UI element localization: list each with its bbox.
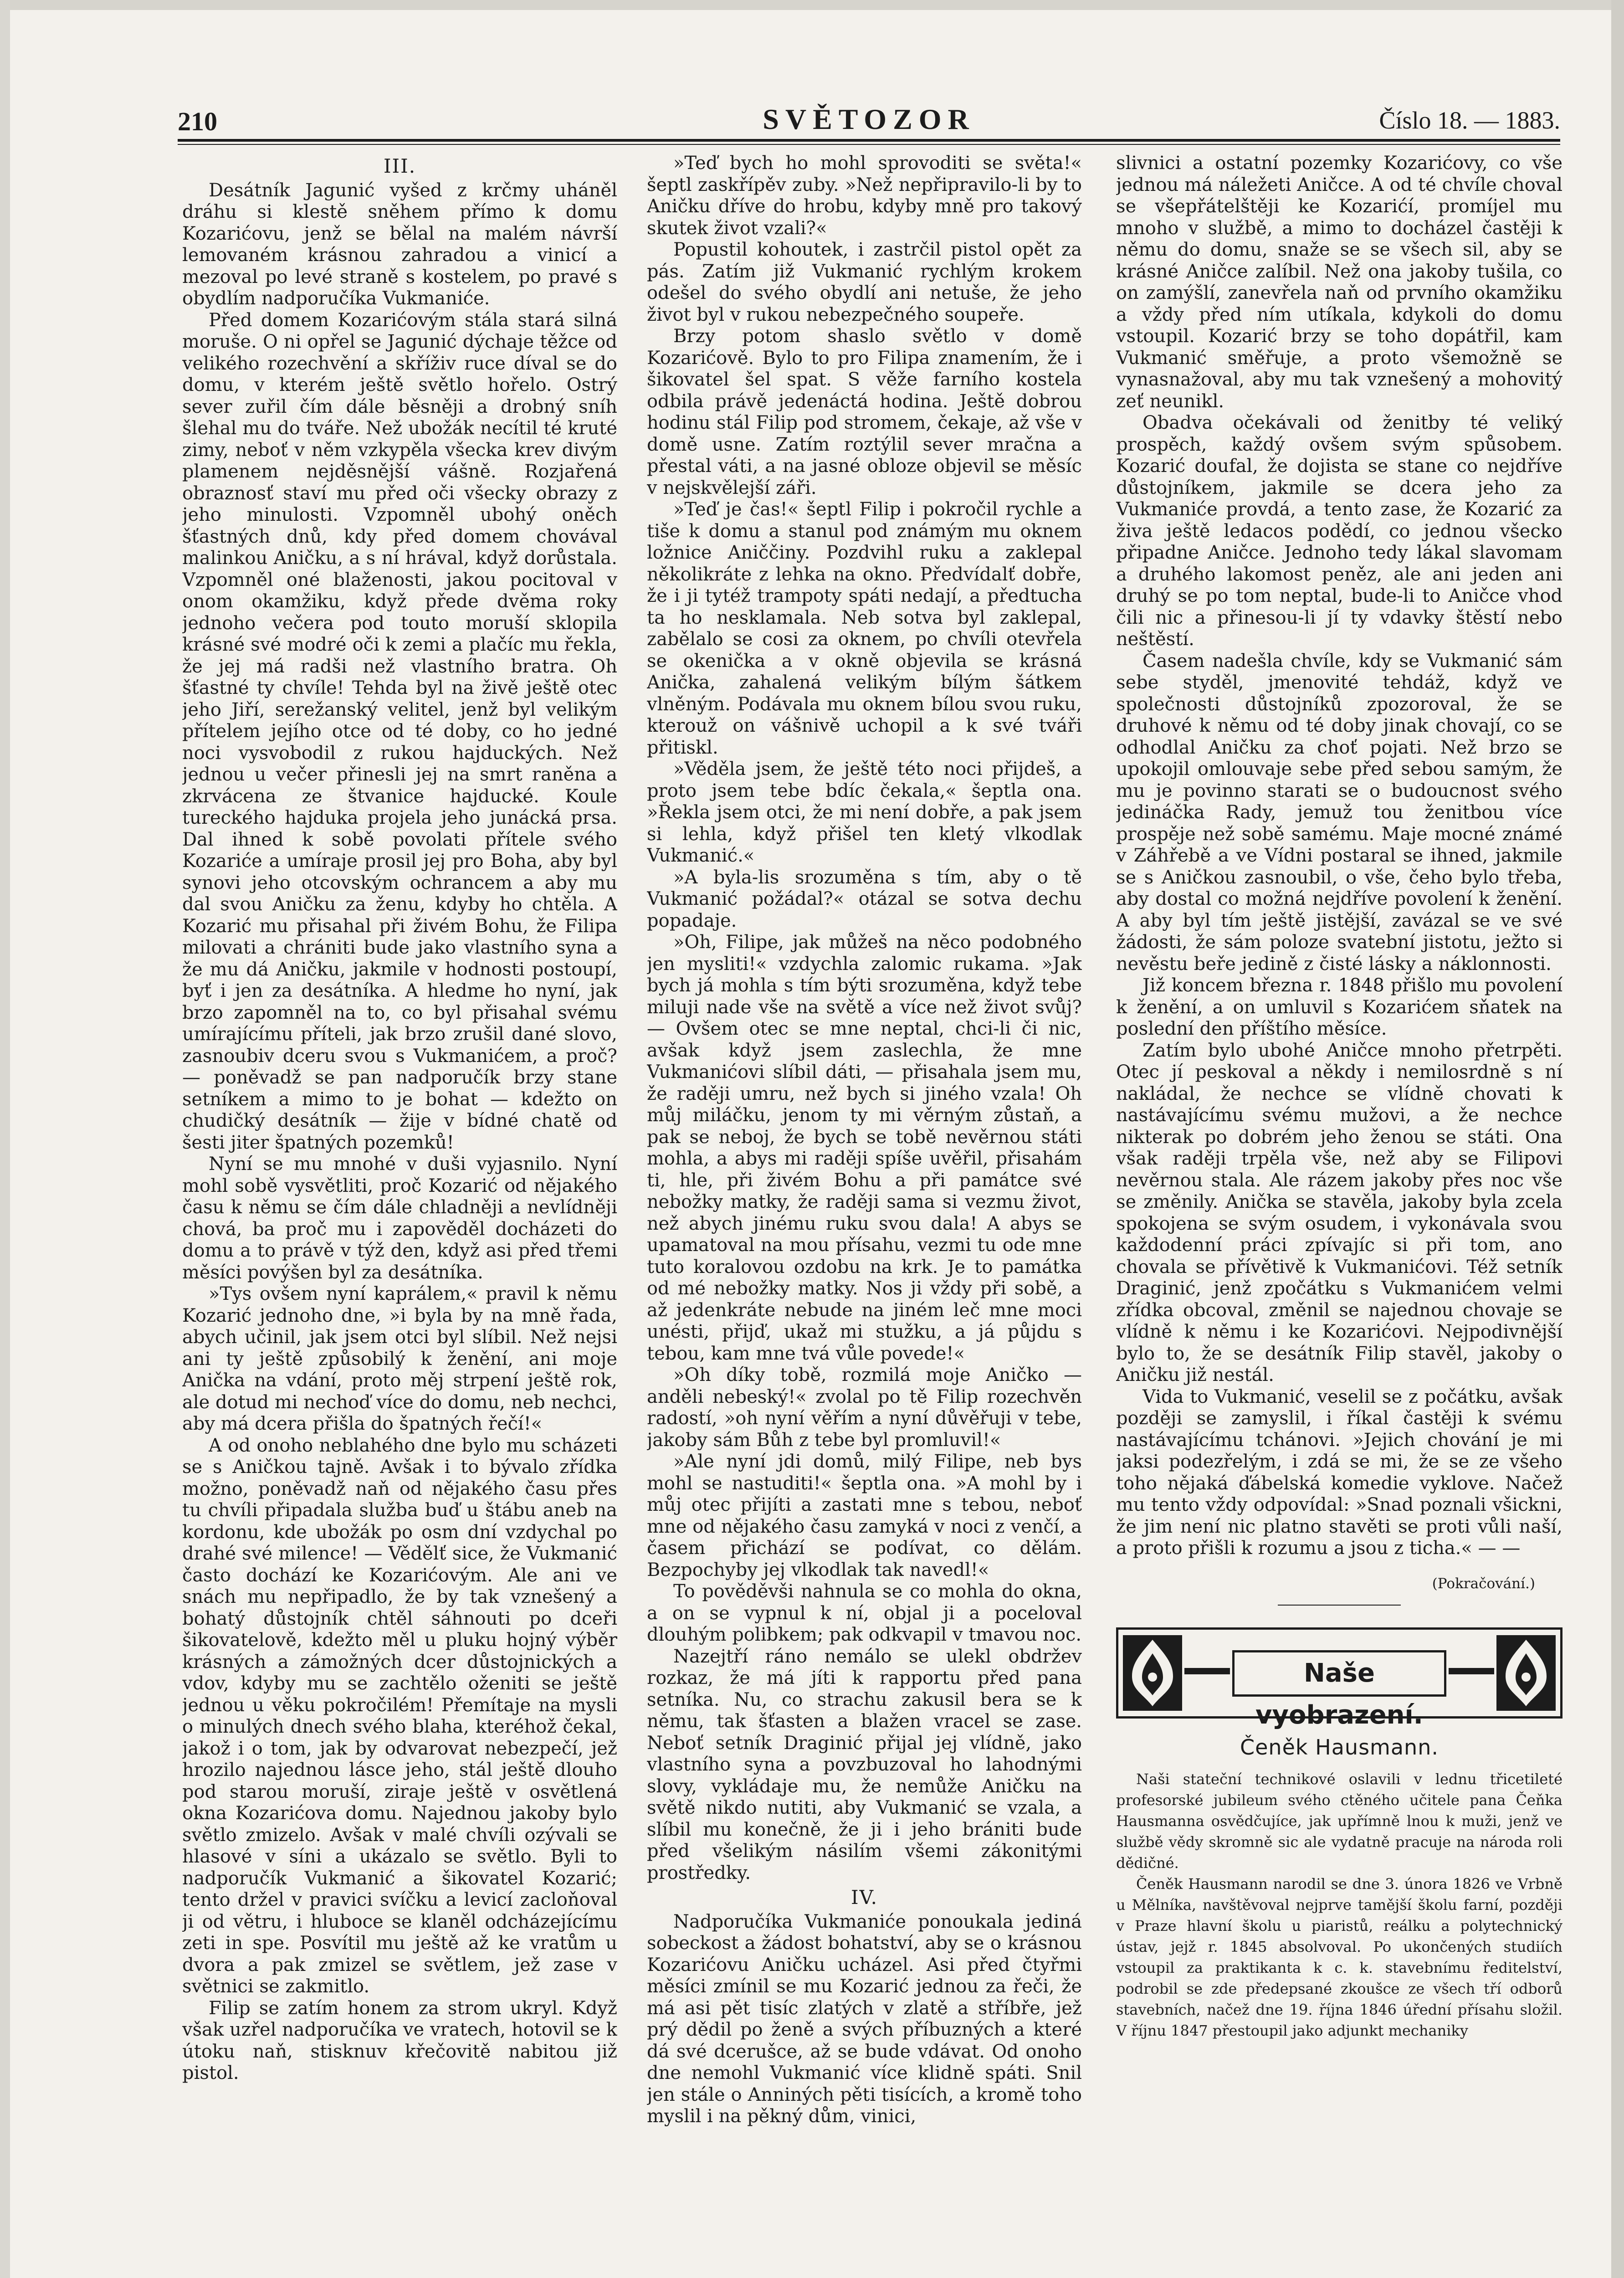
column-2	[647, 153, 1082, 2230]
paragraph: Zatím bylo ubohé Aničce mnoho přetrpěti. Otec jí peskoval a někdy i nemilosrdně s ní nakládal, že nechce se vlídně chovati k nastávajícímu svému mužovi, a že nechce nikterak po dobrém jeho ženou se státi. Ona však raději trpěla vše, než aby se Filipovi nevěrnou stala. Ale rázem jakoby přes noc vše se změnily. Anička se stavěla, jakoby byla zcela spokojena se svým osudem, i vykonávala svou každodenní práci zpívajíc si při tom, ano chovala se přívětivě k Vukmanićovi. Též setník Draginić, jenž zpočátku s Vukmanićem velmi zřídka obcoval, změnil se najednou chovaje se vlídně k němu i ke Kozarićovi. Nejpodivnější bylo to, že se desátník Filip stavěl, jakoby o Aničku již nestál.	[1116, 1040, 1563, 1385]
paragraph: To pověděvši nahnula se co mohla do okna, a on se vypnul k ní, objal ji a poceloval dlouhým polibkem; pak odkvapil v tmavou noc.	[647, 1581, 1082, 1645]
bio-heading: Čeněk Hausmann.	[1240, 1735, 1439, 1760]
page-edge-top	[0, 0, 1624, 10]
paragraph: Nazejtří ráno nemálo se ulekl obdržev rozkaz, že má jíti k rapportu před pana setníka. Nu, co strachu zakusil bera se k němu, tak šťasten a blažen vracel se zase. Neboť setník Draginić přijal jej vlídně, jako vlastního syna a povzbuzoval ho lahodnými slovy, vykládaje mu, že nemůže Aničku na světě nikdo nutiti, aby Vukmanić se vzala, a slíbil mu konečně, že ji i jeho brániti bude před všelikým násilím všemi zákonitými prostředky.	[647, 1646, 1082, 1883]
banner-vine-left	[1184, 1668, 1230, 1674]
paragraph: Popustil kohoutek, i zastrčil pistol opět za pás. Zatím již Vukmanić rychlým krokem odešel do svého obydlí ani netuše, že jeho život byl v rukou nebezpečného soupeře.	[647, 239, 1082, 325]
paragraph: »Teď je čas!« šeptl Filip i pokročil rychle a tiše k domu a stanul pod známým mu oknem ložnice Aniččiny. Pozdvihl ruku a zaklepal několikráte z lehka na okno. Předvídalť dobře, že i ji tytéž trampoty spáti nedají, a předtucha ta ho nesklamala. Neb sotva byl zaklepal, zabělalo se cosi za oknem, po chvíli otevřela se okenička a v okně objevila se krásná Anička, zahalená velikým bílým šátkem vlněným. Podávala mu oknem bílou svou ruku, kterouž on vášnivě uchopil a k své tváři přitiskl.	[647, 499, 1082, 758]
page-header	[178, 98, 1560, 139]
section-banner-title: Naše vyobrazení.	[1232, 1650, 1446, 1697]
paragraph: Nyní se mu mnohé v duši vyjasnilo. Nyní mohl sobě vysvětliti, proč Kozarić od nějakého času k němu se čím dále chladněji a nevlídněji chová, ba proč mu i zapověděl docházeti do domu a to právě v týž den, když asi před třemi měsíci povýšen byl za desátníka.	[182, 1154, 617, 1283]
page-number: 210	[178, 107, 217, 136]
paragraph: Obadva očekávali od ženitby té veliký prospěch, každý ovšem svým spůsobem. Kozarić doufal, že dojista se stane co nejdříve důstojníkem, jakmile se dcera jeho za Vukmaniće provdá, a tento zase, že Kozarić za živa ještě ledacos podědí, co jednou všecko připadne Aničce. Jednoho tedy lákal slavomam a druhého lakomost peněz, ale ani jeden ani druhý se po tom neptal, bude-li to Aničce vhod čili nic a přinesou-li jí ty vdavky štěstí nebo neštěstí.	[1116, 412, 1563, 650]
header-rule-thin	[178, 144, 1560, 145]
issue-number: Číslo 18. — 1883.	[1379, 107, 1560, 134]
column-3-body	[1116, 153, 1563, 1560]
paragraph: »Teď bych ho mohl sprovoditi se světa!« šeptl zaskřípěv zuby. »Než nepřipravilo-li by to Aničku dříve do hrobu, kdyby mně pro takový skutek život vzali?«	[647, 153, 1082, 239]
paragraph: »Oh, Filipe, jak můžeš na něco podobného jen mysliti!« vzdychla zalomic rukama. »Jak bych já mohla s tím býti srozuměna, když tebe miluji nade vše na světě a více než život svůj? — Ovšem otec se mne neptal, chci-li či nic, avšak když jsem zaslechla, že mne Vukmanićovi slíbil dáti, — přisahala jsem mu, že raději umru, než bych si jiného vzala! Oh můj miláčku, jenom ty mi věrným zůstaň, a pak se neboj, že bych se tobě nevěrnou státi mohla, a abys mi raději spíše uvěřil, přisahám ti, hle, při živém Bohu a při památce své nebožky matky, že raději sama si vezmu život, než abych jinému ruku svou dala! A abys se upamatoval na mou přísahu, vezmi tu ode mne tuto koralovou ozdobu na krk. Je to památka od mé nebožky matky. Nos ji vždy při sobě, a až jedenkráte nebude na jiném leč mne moci unésti, přijď, ukaž mi stužku, a já půjdu s tebou, kam mne tvá vůle povede!«	[647, 932, 1082, 1364]
fleuron-right-icon	[1496, 1635, 1556, 1711]
paragraph: Filip se zatím honem za strom ukryl. Když však uzřel nadporučíka ve vratech, hotovil se k útoku naň, stisknuv křečovitě nabitou již pistol.	[182, 1997, 617, 2083]
paragraph: Před domem Kozarićovým stála stará silná moruše. O ni opřel se Jagunić dýchaje těžce od velikého rozechvění a skříživ ruce díval se do domu, v kterém ještě světlo hořelo. Ostrý sever zuřil čím dále běsněji a drobný sníh šlehal mu do tváře. Než ubožák necítil té kruté zimy, neboť v něm vzkypěla všecka krev divým plamenem nejděsnější vášně. Rozjařená obraznosť staví mu před oči všecky obrazy z jeho minulosti. Vzpomněl ubohý oněch šťastných dnů, kdy před domem chovával malinkou Aničku, a s ní hrával, když dorůstala. Vzpomněl oné blaženosti, jakou pocitoval v onom okamžiku, když přede dvěma roky jednoho večera pod touto moruší sklopila krásné své modré oči k zemi a plačíc mu řekla, že jej má radši než vlastního bratra. Oh šťastné ty chvíle! Tehda byl na živě ještě otec jeho Jiří, serežanský velitel, jenž byl velikým přítelem jejího otce od té doby, co ho jedné noci vysvobodil z rukou hajduckých. Než jednou u večer přinesli jej na smrt raněna a zkrvácena ze štvanice hajducké. Koule tureckého hajduka projela jeho junácká prsa. Dal ihned k sobě povolati přítele svého Kozariće a umíraje prosil jej pro Boha, aby byl synovi jeho otcovským ochrancem a aby mu dal svou Aničku za ženu, kdyby ho chtěla. A Kozarić mu přisahal při živém Bohu, že Filipa milovati a chrániti bude jako vlastního syna a že mu dá Aničku, jakmile v hodnosti postoupí, byť i jen za desátníka. A hledme ho nyní, jak brzo zapomněl na to, co byl přisahal svému umírajícímu příteli, jak brzo zrušil dané slovo, zasnoubiv dceru svou s Vukmanićem, a proč? — poněvadž se pan nadporučík brzy stane setníkem a mimo to je bohat — kdežto on chudičký desátník — žije v bídné chatě od šesti jiter špatných pozemků!	[182, 309, 617, 1153]
column-1	[182, 153, 617, 2230]
paragraph: »Oh díky tobě, rozmilá moje Aničko — anděli nebeský!« zvolal po tě Filip rozechvěn radostí, »oh nyní věřím a nyní důvěřuji v tebe, jakoby sám Bůh z tebe byl promluvil!«	[647, 1365, 1082, 1451]
paragraph: Desátník Jagunić vyšed z krčmy uháněl dráhu si klestě sněhem přímo k domu Kozarićovu, jenž se bělal na malém návrší lemovaném krásnou zahradou a vinicí a mezoval po levé straně s kostelem, po pravé s obydlím nadporučíka Vukmaniće.	[182, 180, 617, 309]
section-divider	[1278, 1605, 1401, 1606]
paragraph: Čeněk Hausmann narodil se dne 3. února 1826 ve Vrbně u Mělníka, navštěvoval nejprve tamější školu farní, později v Praze hlavní školu u piaristů, reálku a polytechnický ústav, jejž r. 1845 absolvoval. Po ukončených studiích vstoupil za praktikanta k c. k. stavebnímu ředitelství, podrobil se zde předepsané zkoušce ze všech tří odborů stavebních, načež dne 19. října 1846 úřední přísahu složil. V říjnu 1847 přestoupil jako adjunkt mechaniky	[1116, 1875, 1563, 2039]
section-heading: IV.	[851, 1886, 878, 1909]
fleuron-left-icon	[1123, 1635, 1182, 1711]
paragraph: »Tys ovšem nyní kaprálem,« pravil k němu Kozarić jednoho dne, »i byla by na mně řada, abych učinil, jak jsem otci byl slíbil. Než nejsi ani ty ještě způsobilý k ženění, ani moje Anička na vdání, proto měj strpení ještě rok, ale dotud mi nechoď více do domu, neb nechci, aby má dcera přišla do špatných řečí!«	[182, 1283, 617, 1434]
header-rule	[178, 139, 1560, 142]
page-edge-right	[1611, 0, 1624, 2278]
paragraph: »A byla-lis srozuměna s tím, aby o tě Vukmanić požádal?« otázal se sotva dechu popadaje.	[647, 867, 1082, 931]
section-heading: III.	[383, 155, 416, 177]
paragraph: Nadporučíka Vukmaniće ponoukala jediná sobeckost a žádost bohatství, aby se o krásnou Kozarićovu Aničku ucházel. Asi před čtyřmi měsíci zmínil se mu Kozarić jednou za řeči, že má asi pět tisíc zlatých v zlatě a stříbře, jež prý dědil po ženě a svých příbuzných a které dá své dcerušce, až se bude vdávat. Od onoho dne nemohl Vukmanić více klidně spáti. Snil jen stále o Anniných pěti tisících, a kromě toho myslil i na pěkný dům, vinici,	[647, 1911, 1082, 2127]
page-edge-left	[0, 0, 10, 2278]
column-3	[1116, 153, 1563, 2230]
paragraph: A od onoho neblahého dne bylo mu scházeti se s Aničkou tajně. Avšak i to bývalo zřídka možno, poněvadž naň od nějakého času přes tu chvíli připadala služba buď u štábu aneb na kordonu, kde ubožák po osm dní vzdychal po drahé své milence! — Vědělť sice, že Vukmanić často dochází ke Kozarićovým. Ale ani ve snách mu nepřipadlo, že by tak vznešený a bohatý důstojník chtěl sáhnouti po dceři šikovatelově, kdežto měl u pluku hojný výběr krásných a zámožných dcer důstojnických a vdov, kdyby mu se zachtělo oženiti se ještě jednou u věku pokročilém! Přemítaje na mysli o minulých dnech svého blaha, kteréhož čekal, jakož i o tom, jak by odvarovat nebezpečí, jež hrozilo najednou lásce jeho, stál ještě dlouho pod starou moruší, ziraje ještě v osvětlená okna Kozarićova domu. Najednou jakoby bylo světlo zmizelo. Avšak v malé chvíli ozývali se hlasové v síni a ukázalo se světlo. Byli to nadporučík Vukmanić a šikovatel Kozarić; tento držel v pravici svíčku a levicí zacloňoval ji od větru, i hluboce se klaněl odcházejícímu zeti in spe. Posvítil mu ještě až ke vratům u dvora a pak zmizel se světlem, jež zase v světnici se zakmitlo.	[182, 1435, 617, 1997]
paragraph: Vida to Vukmanić, veselil se z počátku, avšak později se zamyslil, i říkal častěji k svému nastávajícímu tchánovi. »Jejich chování je mi jaksi podezřelým, i zdá se mi, že se ze všeho toho nějaká ďábelská komedie vyklove. Načež mu tento vždy odpovídal: »Snad poznali všickni, že jim není nic platno stavěti se proti vůli naší, a proto přišli k rozumu a jsou z ticha.« — —	[1116, 1386, 1563, 1559]
bio-text	[1116, 1769, 1563, 2041]
masthead: SVĚTOZOR	[763, 103, 975, 135]
to-be-continued: (Pokračování.)	[1432, 1575, 1535, 1592]
paragraph: Již koncem března r. 1848 přišlo mu povolení k ženění, a on umluvil s Kozarićem sňatek na poslední den příštího měsíce.	[1116, 975, 1563, 1039]
section-banner	[1116, 1627, 1563, 1730]
paragraph: »Věděla jsem, že ještě této noci přijdeš, a proto jsem tebe bdíc čekala,« šeptla ona. »Řekla jsem otci, že mi není dobře, a pak jsem si lehla, když přišel ten kletý vlkodlak Vukmanić.«	[647, 759, 1082, 866]
paragraph: Naši stateční technikové oslavili v lednu třicetileté profesorské jubileum svého ctěného učitele pana Čeňka Hausmanna osvědčujíce, jak upřímně lnou k muži, jenž ve službě vědy skromně sic ale vydatně pracuje na národa roli dědičné.	[1116, 1770, 1563, 1872]
paragraph: »Ale nyní jdi domů, milý Filipe, neb bys mohl se nastuditi!« šeptla ona. »A mohl by i můj otec přijíti a zastati mne s tebou, neboť mne od nějakého času zamyká v noci z venčí, a časem přichází se podívat, co dělám. Bezpochyby jej vlkodlak tak navedl!«	[647, 1451, 1082, 1580]
paragraph: Brzy potom shaslo světlo v domě Kozarićově. Bylo to pro Filipa znamením, že i šikovatel šel spat. S věže farního kostela odbila právě jedenáctá hodina. Ještě dobrou hodinu stál Filip pod stromem, čekaje, až vše v domě usne. Zatím roztýlil sever mračna a přestal váti, a na jasné obloze objevil se měsíc v nejskvělejší záři.	[647, 326, 1082, 498]
paragraph: Časem nadešla chvíle, kdy se Vukmanić sám sebe styděl, jmenovité tehdáž, když ve společnosti důstojníků zpozoroval, že se druhové k němu od té doby jinak chovají, co se odhodlal Aničku za choť pojati. Než brzo se upokojil omlouvaje sebe před sebou samým, že mu je povinno starati se o budoucnost svého jedináčka Rady, jemuž tou ženitbou více prospěje než sobě samému. Maje mocné známé v Záhřebě a ve Vídni postaral se ihned, jakmile se s Aničkou zasnoubil, o vše, čeho bylo třeba, aby dostal co možná nejdříve povolení k ženění. A aby byl tím ještě jistější, zavázal se ve své žádosti, že sám poloze svatební jistotu, ježto si nevěstu beře jedině z čisté lásky a náklonnosti.	[1116, 650, 1563, 975]
paragraph: slivnici a ostatní pozemky Kozarićovy, co vše jednou má náležeti Aničce. A od té chvíle choval se všepřátelštěji ke Kozarićí, promíjel mu mnoho v službě, a mimo to docházel častěji k němu do domu, snaže se se všech sil, aby se krásné Aničce zalíbil. Než ona jakoby tušila, co on zamýšlí, zanevřela naň od prvního okamžiku a vždy před ním utíkala, kdykoli do domu vstoupil. Kozarić brzy se toho dopátřil, kam Vukmanić směřuje, a proto všemožně se vynasnažoval, aby mu tak vznešený a mohovitý zeť neunikl.	[1116, 153, 1563, 412]
banner-vine-right	[1449, 1668, 1494, 1674]
